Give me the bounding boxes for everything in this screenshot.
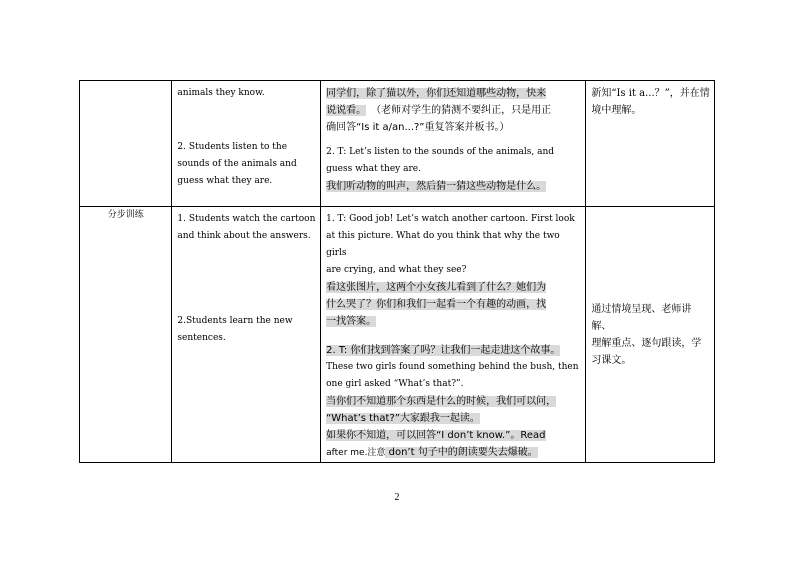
teacher-text: don’t (385, 447, 418, 458)
teacher-text: 2. T: Let’s listen to the sounds of the animals, and (326, 147, 555, 157)
purpose-text: 理解重点、逐句跟读，学 (591, 337, 702, 349)
teacher-text: 当你们不知道那个东西是什么的时候，我们可以问， (326, 396, 557, 407)
stage-cell (80, 81, 172, 207)
stage-label: 分步训练 (107, 210, 144, 220)
purpose-cell (586, 81, 715, 207)
activity-text: sentences. (177, 333, 226, 343)
activity-text: sounds of the animals and (177, 159, 297, 169)
teacher-text: 同学们，除了猫以外，你们还知道哪些动物，快来 (326, 88, 547, 99)
teacher-text: at this picture. What do you think that why the two girls (326, 231, 560, 258)
teacher-text: after me.注意 (326, 448, 386, 458)
table-row (80, 81, 715, 207)
teacher-text: 2. T: 你们找到答案了吗？让我们一起走进这个故事。 (326, 345, 561, 356)
activity-text: 2. Students listen to the (177, 142, 288, 152)
teacher-note: 确回答“Is it a/an...?”重复答案并板书。） (326, 122, 510, 133)
purpose-text: 新知“Is it a...？”，并在情 (591, 88, 710, 99)
stage-cell (80, 207, 172, 463)
activity-cell (172, 81, 321, 207)
teacher-text: are crying, and what they see? (326, 265, 467, 275)
teacher-text: 什么哭了？你们和我们一起看一个有趣的动画，找 (326, 299, 547, 310)
teacher-text: 看这张图片，这两个小女孩儿看到了什么？她们为 (326, 282, 547, 293)
purpose-text: 通过情境呈现、老师讲解、 (591, 303, 692, 332)
activity-text: animals they know. (177, 88, 265, 98)
activity-text: 1. Students watch the cartoon (177, 214, 316, 224)
activity-text: 2.Students learn the new (177, 316, 293, 326)
teacher-text: “What’s that?”大家跟我一起读。 (326, 413, 480, 424)
teacher-text: guess what they are. (326, 164, 421, 174)
teacher-text: 如果你不知道，可以回答“I don’t know.”。Read (326, 430, 546, 441)
teacher-text: 我们听动物的叫声，然后猜一猜这些动物是什么。 (326, 181, 547, 192)
teacher-text: 一找答案。 (326, 316, 377, 327)
teacher-cell (321, 81, 586, 207)
teacher-cell (321, 207, 586, 463)
purpose-text: 习课文。 (591, 354, 632, 366)
teacher-text: These two girls found something behind the bush, then (326, 362, 579, 372)
lesson-plan-table (79, 80, 715, 463)
activity-text: and think about the answers. (177, 231, 311, 241)
purpose-cell (586, 207, 715, 463)
teacher-text: 1. T: Good job! Let’s watch another cartoon. First look (326, 214, 575, 224)
teacher-text: 说说看。 (326, 105, 367, 116)
teacher-note: （老师对学生的猜测不要纠正，只是用正 (376, 105, 552, 116)
teacher-text: one girl asked “What’s that?”. (326, 379, 464, 389)
activity-text: guess what they are. (177, 176, 273, 186)
table-row (80, 207, 715, 463)
activity-cell (172, 207, 321, 463)
page-number: 2 (394, 492, 400, 503)
purpose-text: 境中理解。 (591, 105, 642, 116)
teacher-text: 句子中的朗读要失去爆破。 (417, 447, 538, 458)
